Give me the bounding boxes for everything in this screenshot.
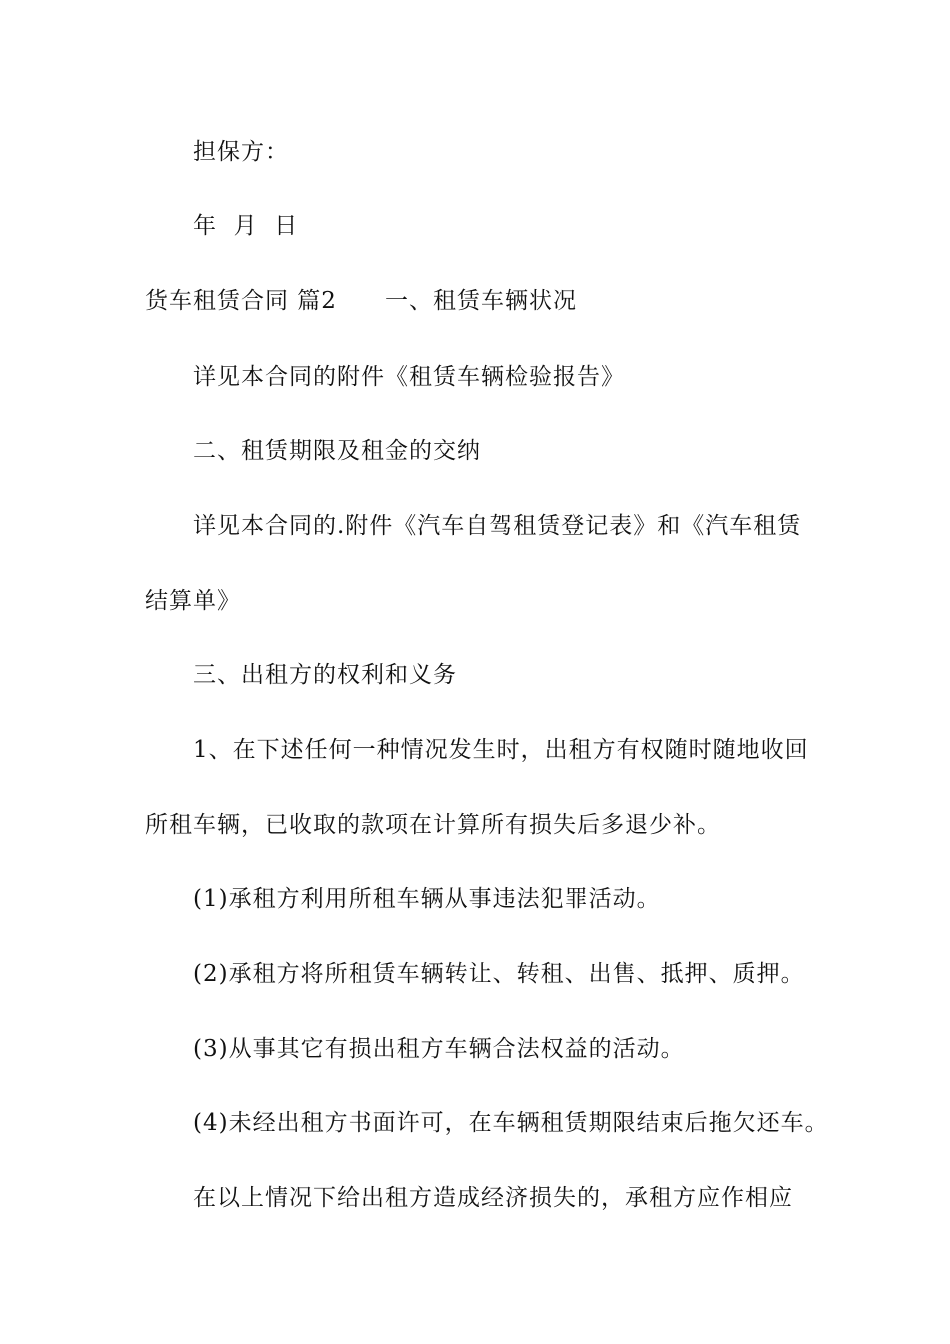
paragraph-3-line-2: 所租车辆，已收取的款项在计算所有损失后多退少补。 xyxy=(145,812,721,838)
paragraph-3-line-1: 1、在下述任何一种情况发生时，出租方有权随时随地收回 xyxy=(193,737,809,763)
list-item-4: (4)未经出租方书面许可，在车辆租赁期限结束后拖欠还车。 xyxy=(193,1110,829,1136)
list-item-2: (2)承租方将所租赁车辆转让、转租、出售、抵押、质押。 xyxy=(193,961,805,987)
section-3-heading: 三、出租方的权利和义务 xyxy=(193,662,457,688)
list-item-3: (3)从事其它有损出租方车辆合法权益的活动。 xyxy=(193,1036,685,1062)
paragraph-2-line-2: 结算单》 xyxy=(145,588,241,614)
paragraph-2-line-1: 详见本合同的.附件《汽车自驾租赁登记表》和《汽车租赁 xyxy=(193,513,802,539)
paragraph-1: 详见本合同的附件《租赁车辆检验报告》 xyxy=(193,364,625,390)
list-item-1: (1)承租方利用所租车辆从事违法犯罪活动。 xyxy=(193,886,661,912)
paragraph-4-line-1: 在以上情况下给出租方造成经济损失的，承租方应作相应 xyxy=(193,1185,793,1211)
section-heading-row xyxy=(145,285,577,317)
contract-title: 货车租赁合同 篇2 xyxy=(145,288,337,314)
section-1-heading: 一、租赁车辆状况 xyxy=(384,288,577,314)
guarantor-label: 担保方： xyxy=(193,139,289,165)
section-2-heading: 二、租赁期限及租金的交纳 xyxy=(193,438,481,464)
date-line: 年 月 日 xyxy=(193,213,299,239)
